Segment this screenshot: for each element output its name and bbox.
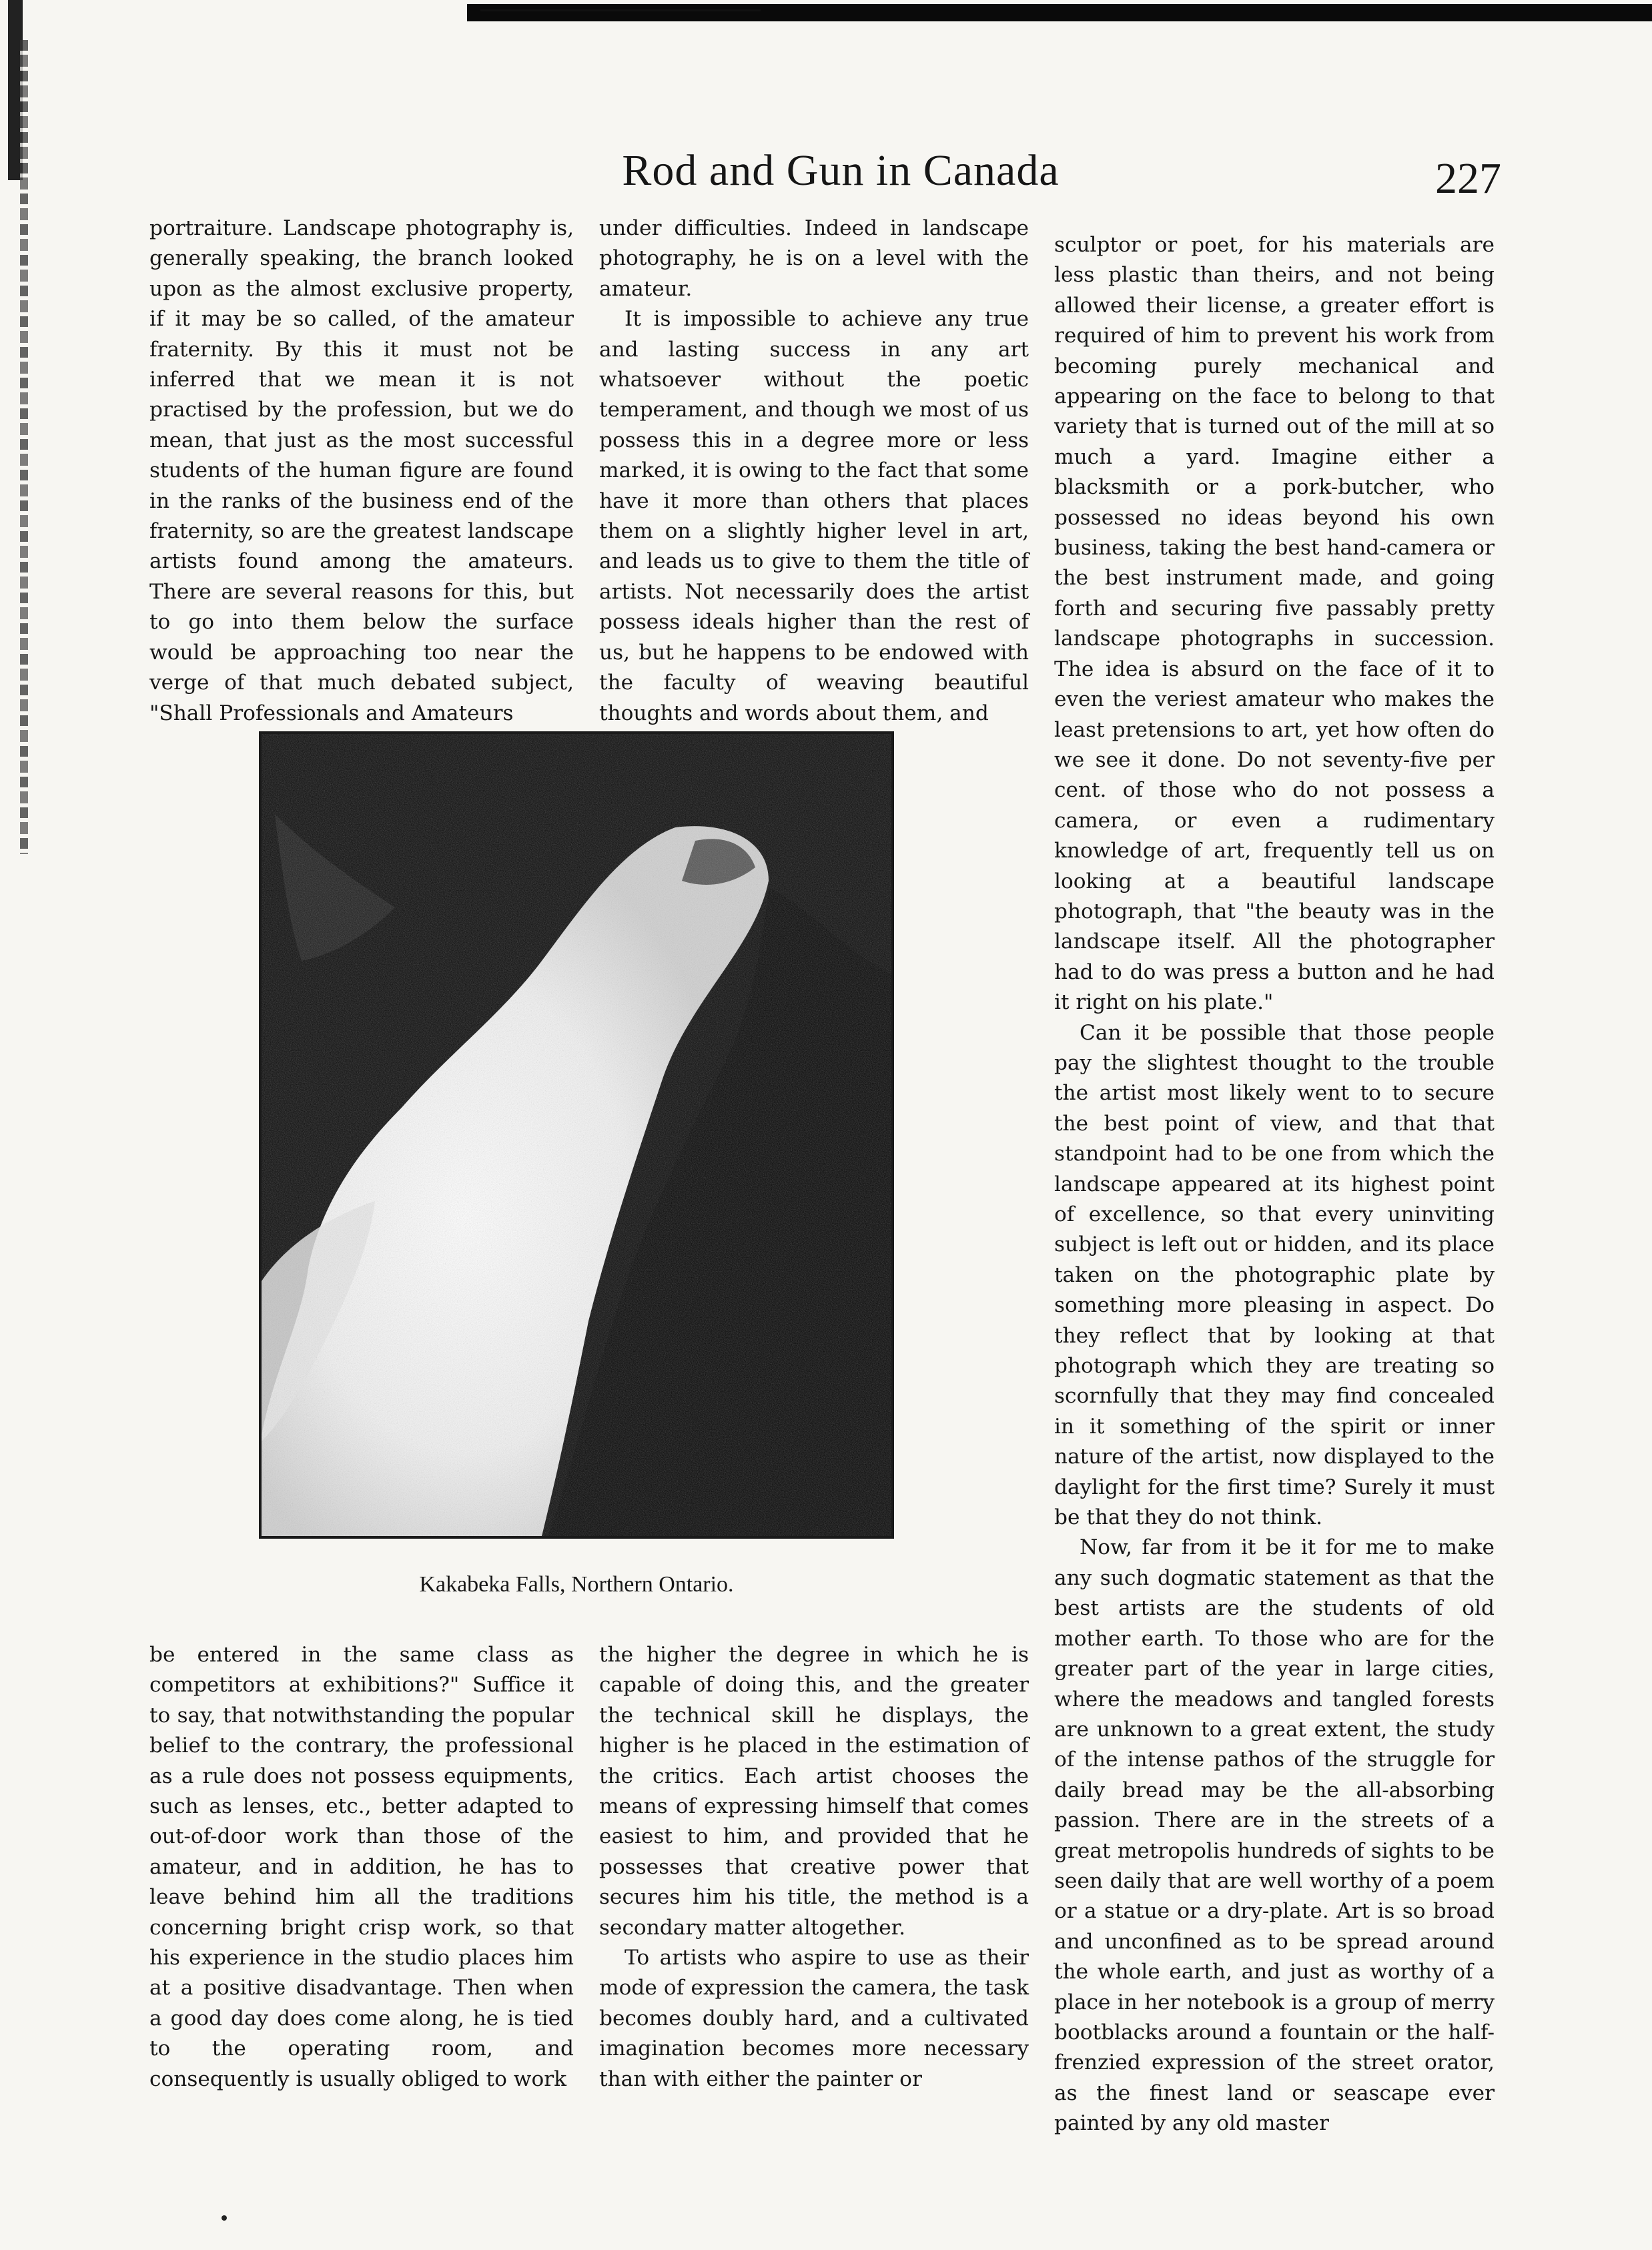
column-right [1054, 230, 1495, 2139]
paragraph: It is impossible to achieve any true and lasting success in any art whatsoever without the poetic temperament, and though we most of us possess this in a degree more or less marked, it is owing to the fact that some have it more than others that places them on a slightly higher level in art, and leads us to give to them the title of artists. Not necessarily does the artist possess ideals higher than the rest of us, but he happens to be endowed with the faculty of weaving beautiful thoughts and words about them, and [599, 307, 1029, 725]
waterfall-image [262, 734, 891, 1536]
paragraph: Now, far from it be it for me to make any such dogmatic statement as that the best artists are the students of old mother earth. To those who are for the greater part of the year in large cities, where the meadows and tangled forests are unknown to a great extent, the study of the intense pathos of the struggle for daily bread may be the all-absorbing passion. There are in the streets of a great metropolis hundreds of sights to be seen daily that are well worthy of a poem or a statue or a dry-plate. Art is so broad and unconfined as to be spread around the whole earth, and just as worthy of a place in her notebook is a group of merry bootblacks around a fountain or the half-frenzied expression of the street orator, as the finest land or seascape ever painted by any old master [1054, 1535, 1495, 2136]
column-top-middle [599, 214, 1029, 729]
page-number: 227 [1435, 154, 1501, 203]
running-head-title: Rod and Gun in Canada [622, 146, 1060, 195]
paragraph: portraiture. Landscape photography is, generally speaking, the branch looked upon as the almost exclusive property, if it may be so called, of the amateur fraternity. By this it must not be inferred that we mean it is not practised by the profession, but we do mean, that just as the most successful students of the human figure are found in the ranks of the business end of the fraternity, so are the greatest landscape artists found among the amateurs. There are several reasons for this, but to go into them below the surface would be approaching too near the verge of that much debated subject, "Shall Professionals and Amateurs [149, 216, 574, 725]
top-rule-thin [480, 9, 761, 11]
waterfall-photograph [259, 731, 894, 1539]
figure-caption: Kakabeka Falls, Northern Ontario. [419, 1572, 734, 1597]
column-top-left [149, 214, 574, 729]
column-bottom-middle [599, 1640, 1029, 2095]
column-bottom-left [149, 1640, 574, 2095]
paragraph: Can it be possible that those people pay the slightest thought to the trouble the artist most likely went to to secure the best point of view, and that that standpoint had to be one from which the landscape appeared at its highest point of excellence, so that every uninviting subject is left out or hidden, and its place taken on the photographic plate by something more pleasing in aspect. Do they reflect that by looking at that photograph which they are treating so scornfully that they may find concealed in it something of the spirit or inner nature of the artist, now displayed to the daylight for the first time? Surely it must be that they do not think. [1054, 1020, 1495, 1530]
paragraph: To artists who aspire to use as their mode of expression the camera, the task becomes doubly hard, and a cultivated imagination becomes more necessary than with either the painter or [599, 1946, 1029, 2091]
paragraph: sculptor or poet, for his materials are less plastic than theirs, and not being allowed their license, a greater effort is required of him to prevent his work from becoming purely mechanical and appearing on the face to belong to that variety that is turned out of the mill at so much a yard. Imagine either a blacksmith or a pork-butcher, who possessed no ideas beyond his own business, taking the best hand-camera or the best instrument made, and going forth and securing five passably pretty landscape photographs in succession. The idea is absurd on the face of it to even the veriest amateur who makes the least pretensions to art, yet how often do we see it done. Do not seventy-five per cent. of those who do not possess a camera, or even a rudimentary knowledge of art, frequently tell us on looking at a beautiful landscape photograph, that "the beauty was in the landscape itself. All the photographer had to do was press a button and he had it right on his plate." [1054, 233, 1495, 1015]
scan-edge-line [20, 40, 28, 854]
paragraph: be entered in the same class as competitors at exhibitions?" Suffice it to say, that notwithstanding the popular belief to the contrary, the professional as a rule does not possess equipments, such as lenses, etc., better adapted to out-of-door work than those of the amateur, and in addition, he has to leave behind him all the traditions concerning bright crisp work, so that his experience in the studio places him at a positive disadvantage. Then when a good day does come along, he is tied to the operating room, and consequently is usually obliged to work [149, 1643, 574, 2091]
paragraph: under difficulties. Indeed in landscape photography, he is on a level with the amateur. [599, 216, 1029, 301]
scan-speck [222, 2215, 227, 2221]
top-rule [467, 4, 1652, 21]
paragraph: the higher the degree in which he is capable of doing this, and the greater the technical skill he displays, the higher is he placed in the estimation of the critics. Each artist chooses the means of expressing himself that comes easiest to him, and provided that he possesses that creative power that secures him his title, the method is a secondary matter altogether. [599, 1643, 1029, 1940]
